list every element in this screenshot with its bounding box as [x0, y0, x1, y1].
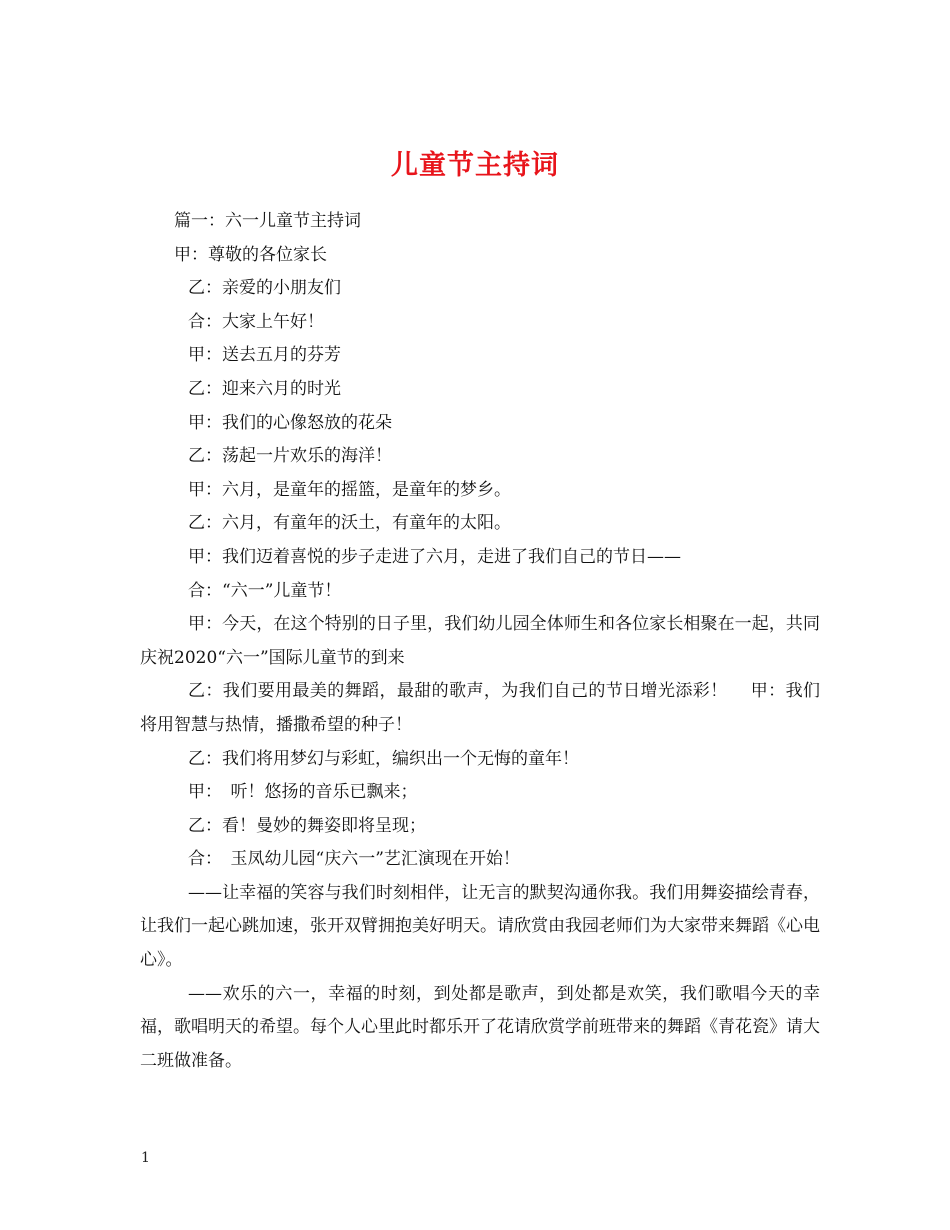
script-line: 甲：今天，在这个特别的日子里，我们幼儿园全体师生和各位家长相聚在一起，共同庆祝2020“六一”国际儿童节的到来: [140, 614, 820, 668]
script-line: 乙：我们要用最美的舞蹈，最甜的歌声，为我们自己的节日增光添彩！ 甲：我们将用智慧与热情，播撒希望的种子！: [140, 681, 820, 735]
script-line: 甲：我们的心像怒放的花朵: [188, 412, 392, 433]
script-line: 甲： 听！悠扬的音乐已飘来；: [188, 782, 418, 803]
script-line: 合：“六一”儿童节！: [188, 580, 342, 601]
script-line: 甲：送去五月的芬芳: [188, 345, 341, 366]
script-line: 甲：六月，是童年的摇篮，是童年的梦乡。: [188, 479, 511, 500]
script-line: 乙：亲爱的小朋友们: [188, 278, 341, 299]
script-line: 乙：迎来六月的时光: [188, 378, 341, 399]
page-number: 1: [141, 1150, 150, 1166]
script-line: 乙：六月，有童年的沃土，有童年的太阳。: [188, 513, 511, 534]
section-heading: 篇一：六一儿童节主持词: [174, 211, 361, 231]
document-body: [140, 205, 820, 1078]
script-line: 合： 玉凤幼儿园“庆六一”艺汇演现在开始！: [188, 849, 520, 870]
document-title: 儿童节主持词: [391, 150, 559, 182]
narration-paragraph: ——欢乐的六一，幸福的时刻，到处都是歌声，到处都是欢笑，我们歌唱今天的幸福，歌唱明天的希望。每个人心里此时都乐开了花请欣赏学前班带来的舞蹈《青花瓷》请大二班做准备。: [140, 983, 820, 1071]
script-line: 甲：尊敬的各位家长: [174, 244, 327, 265]
script-line: 乙：荡起一片欢乐的海洋！: [188, 446, 392, 467]
narration-paragraph: ——让幸福的笑容与我们时刻相伴，让无言的默契沟通你我。我们用舞姿描绘青春，让我们一起心跳加速，张开双臂拥抱美好明天。请欣赏由我园老师们为大家带来舞蹈《心电心》。: [140, 882, 820, 971]
script-line: 甲：我们迈着喜悦的步子走进了六月，走进了我们自己的节日——: [188, 546, 681, 567]
script-line: 乙：我们将用梦幻与彩虹，编织出一个无悔的童年！: [188, 748, 579, 769]
script-line: 乙：看！曼妙的舞姿即将呈现；: [188, 815, 426, 836]
script-line: 合：大家上午好！: [188, 311, 324, 332]
